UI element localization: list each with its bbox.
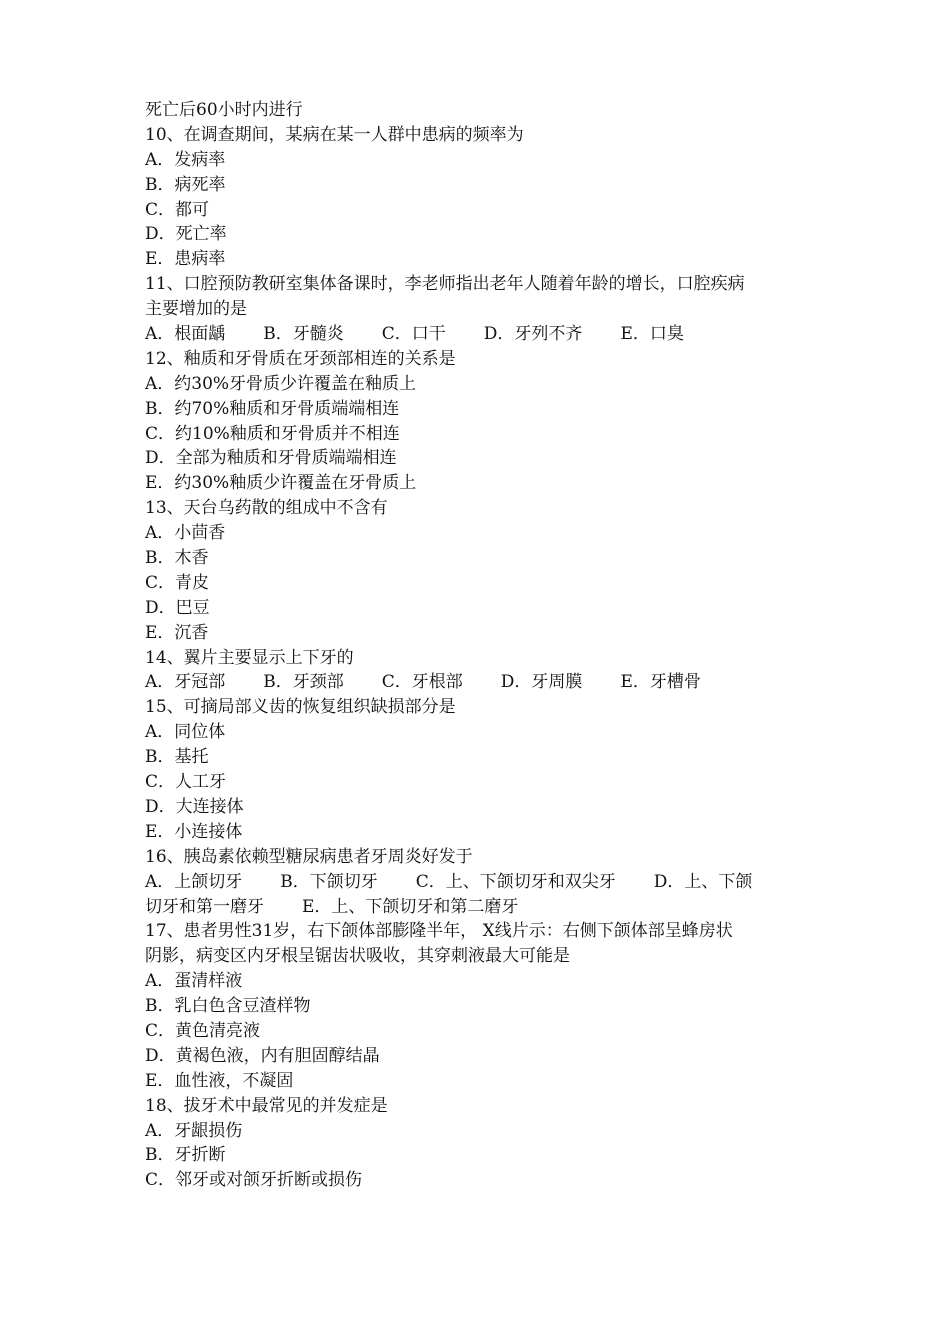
option-line: D．黄褐色液，内有胆固醇结晶 <box>145 1045 380 1066</box>
option-line: E．血性液，不凝固 <box>145 1070 294 1091</box>
option-line: A．小茴香 <box>145 523 226 544</box>
option-line: A．同位体 <box>145 722 226 743</box>
option-line: C．约10%釉质和牙骨质并不相连 <box>145 423 400 444</box>
question-11-cont: 主要增加的是 <box>145 299 247 320</box>
option-line: C．人工牙 <box>145 772 227 793</box>
option-a: A．根面龋 <box>145 324 226 345</box>
q16-options-line-1 <box>145 870 815 895</box>
question-15: 15、可摘局部义齿的恢复组织缺损部分是 <box>145 697 456 718</box>
question-17: 17、患者男性31岁，右下颌体部膨隆半年， X线片示：右侧下颌体部呈蜂房状 <box>145 921 733 942</box>
option-line: B．病死率 <box>145 174 226 195</box>
option-e: E．口臭 <box>620 324 684 345</box>
q16-options-line-2 <box>145 895 815 920</box>
question-14: 14、翼片主要显示上下牙的 <box>145 647 354 668</box>
option-a: A．上颌切牙 <box>145 871 243 892</box>
question-17-cont: 阴影，病变区内牙根呈锯齿状吸收，其穿刺液最大可能是 <box>145 946 570 967</box>
option-line: E．约30%釉质少许覆盖在牙骨质上 <box>145 473 417 494</box>
q14-options <box>145 670 815 695</box>
option-d-cont: 切牙和第一磨牙 <box>145 896 264 917</box>
option-b: B．牙髓炎 <box>263 324 344 345</box>
question-10: 10、在调查期间，某病在某一人群中患病的频率为 <box>145 124 524 145</box>
option-c: C．口干 <box>381 324 446 345</box>
option-line: E．患病率 <box>145 249 226 270</box>
option-line: A．蛋清样液 <box>145 971 243 992</box>
option-d: D．上、下颌 <box>653 871 753 892</box>
option-c: C．牙根部 <box>381 672 463 693</box>
document-text <box>145 98 815 1193</box>
option-line: E．小连接体 <box>145 821 243 842</box>
option-e: E．牙槽骨 <box>620 672 701 693</box>
question-18: 18、拔牙术中最常见的并发症是 <box>145 1095 388 1116</box>
text-line: 死亡后60小时内进行 <box>145 100 303 120</box>
option-line: D．死亡率 <box>145 224 227 245</box>
option-line: A．约30%牙骨质少许覆盖在釉质上 <box>145 373 417 394</box>
option-line: D．全部为釉质和牙骨质端端相连 <box>145 448 397 469</box>
option-line: A．牙龈损伤 <box>145 1120 243 1141</box>
option-line: B．牙折断 <box>145 1145 226 1166</box>
question-13: 13、天台乌药散的组成中不含有 <box>145 498 388 519</box>
option-line: A．发病率 <box>145 149 226 170</box>
option-line: C．都可 <box>145 199 210 220</box>
option-line: D．巴豆 <box>145 597 210 618</box>
question-11: 11、口腔预防教研室集体备课时，李老师指出老年人随着年龄的增长，口腔疾病 <box>145 274 745 295</box>
option-b: B．下颌切牙 <box>280 871 378 892</box>
option-line: D．大连接体 <box>145 796 244 817</box>
option-a: A．牙冠部 <box>145 672 226 693</box>
option-line: B．基托 <box>145 747 209 768</box>
question-16: 16、胰岛素依赖型糖尿病患者牙周炎好发于 <box>145 846 473 867</box>
option-line: B．约70%釉质和牙骨质端端相连 <box>145 398 400 419</box>
option-c: C．上、下颌切牙和双尖牙 <box>415 871 616 892</box>
option-b: B．牙颈部 <box>263 672 344 693</box>
option-d: D．牙列不齐 <box>483 324 583 345</box>
option-line: C．黄色清亮液 <box>145 1020 261 1041</box>
question-12: 12、釉质和牙骨质在牙颈部相连的关系是 <box>145 348 456 369</box>
q11-options <box>145 322 815 347</box>
option-line: E．沉香 <box>145 622 209 643</box>
option-line: B．木香 <box>145 548 209 569</box>
option-line: B．乳白色含豆渣样物 <box>145 996 311 1017</box>
option-d: D．牙周膜 <box>500 672 583 693</box>
option-line: C．青皮 <box>145 572 210 593</box>
option-line: C．邻牙或对颌牙折断或损伤 <box>145 1170 363 1191</box>
option-e: E．上、下颌切牙和第二磨牙 <box>302 896 519 917</box>
